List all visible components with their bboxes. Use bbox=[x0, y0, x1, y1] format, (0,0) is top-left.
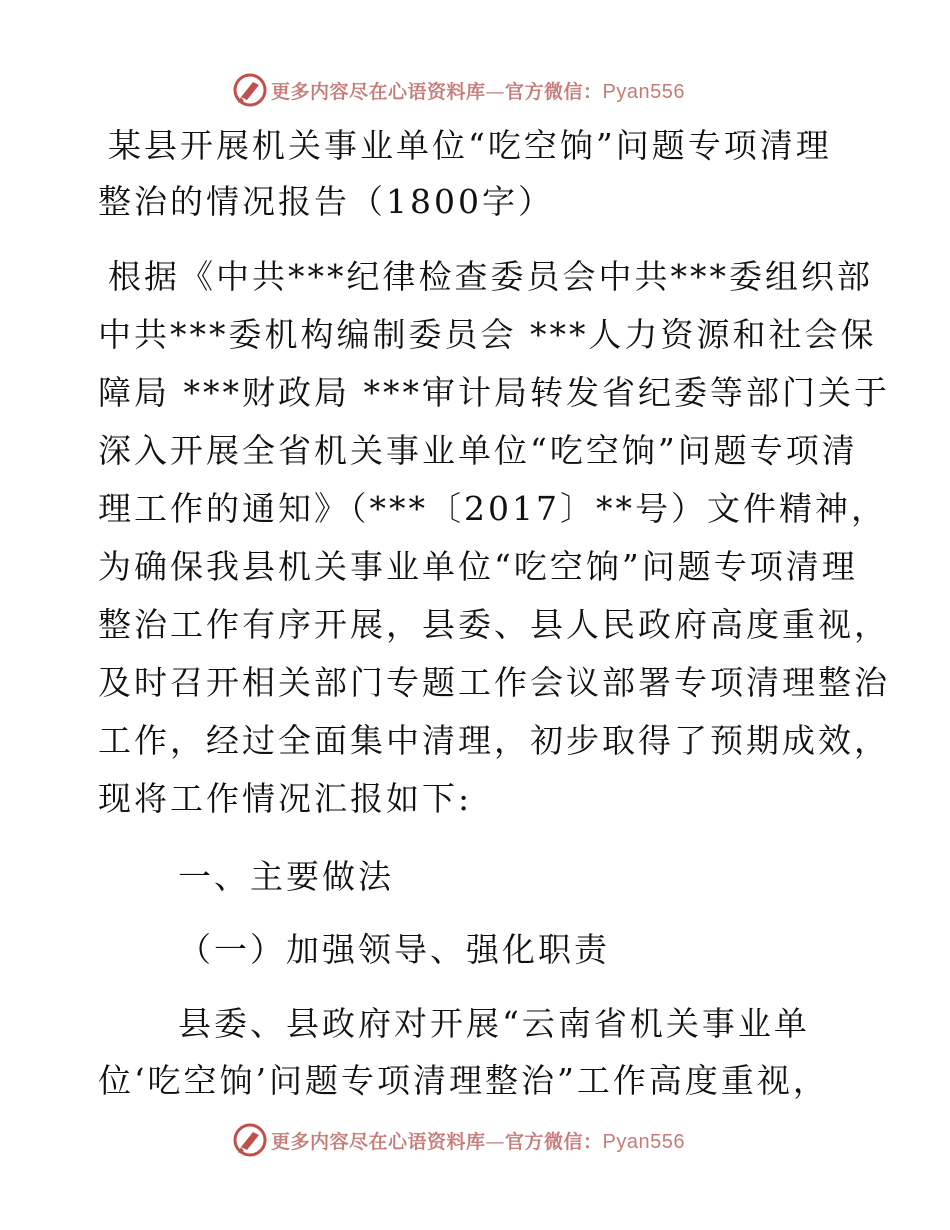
paragraph-1-line-10: 现将工作情况汇报如下: bbox=[98, 779, 473, 818]
banner-handle: Pyan556 bbox=[602, 1130, 685, 1153]
pen-nib-logo-icon bbox=[232, 1122, 268, 1158]
banner-dash: — bbox=[485, 80, 506, 103]
paragraph-1-line-2: 中共***委机构编制委员会 ***人力资源和社会保 bbox=[98, 315, 877, 354]
header-banner bbox=[232, 72, 685, 108]
banner-dash: — bbox=[485, 1130, 506, 1153]
paragraph-1-line-7: 整治工作有序开展，县委、县人民政府高度重视， bbox=[98, 605, 890, 644]
paragraph-1-line-6: 为确保我县机关事业单位“吃空饷”问题专项清理 bbox=[98, 547, 858, 586]
banner-text bbox=[271, 1127, 685, 1154]
subsection-heading: （一）加强领导、强化职责 bbox=[178, 930, 610, 969]
section-heading: 一、主要做法 bbox=[178, 857, 394, 896]
footer-banner bbox=[232, 1122, 685, 1158]
paragraph-1-line-8: 及时召开相关部门专题工作会议部署专项清理整治 bbox=[98, 663, 890, 702]
paragraph-1-line-9: 工作，经过全面集中清理，初步取得了预期成效， bbox=[98, 721, 890, 760]
paragraph-2-line-1: 县委、县政府对开展“云南省机关事业单 bbox=[178, 1004, 810, 1043]
paragraph-1-line-4: 深入开展全省机关事业单位“吃空饷”问题专项清 bbox=[98, 431, 858, 470]
paragraph-1-line-1: 根据《中共***纪律检查委员会中共***委组织部 bbox=[108, 257, 873, 296]
title-line-1: 某县开展机关事业单位“吃空饷”问题专项清理 bbox=[108, 126, 832, 165]
banner-main-text: 更多内容尽在心语资料库 bbox=[271, 1130, 486, 1153]
banner-label: 官方微信： bbox=[505, 80, 603, 103]
paragraph-1-line-5: 理工作的通知》（***〔2017〕**号）文件精神， bbox=[98, 489, 887, 528]
banner-main-text: 更多内容尽在心语资料库 bbox=[271, 80, 486, 103]
paragraph-1-line-3: 障局 ***财政局 ***审计局转发省纪委等部门关于 bbox=[98, 373, 890, 412]
banner-handle: Pyan556 bbox=[602, 80, 685, 103]
paragraph-2-line-2: 位‘吃空饷’问题专项清理整治”工作高度重视， bbox=[98, 1061, 829, 1100]
banner-text bbox=[271, 77, 685, 104]
banner-label: 官方微信： bbox=[505, 1130, 603, 1153]
pen-nib-logo-icon bbox=[232, 72, 268, 108]
title-line-2: 整治的情况报告（1800字） bbox=[98, 182, 554, 221]
